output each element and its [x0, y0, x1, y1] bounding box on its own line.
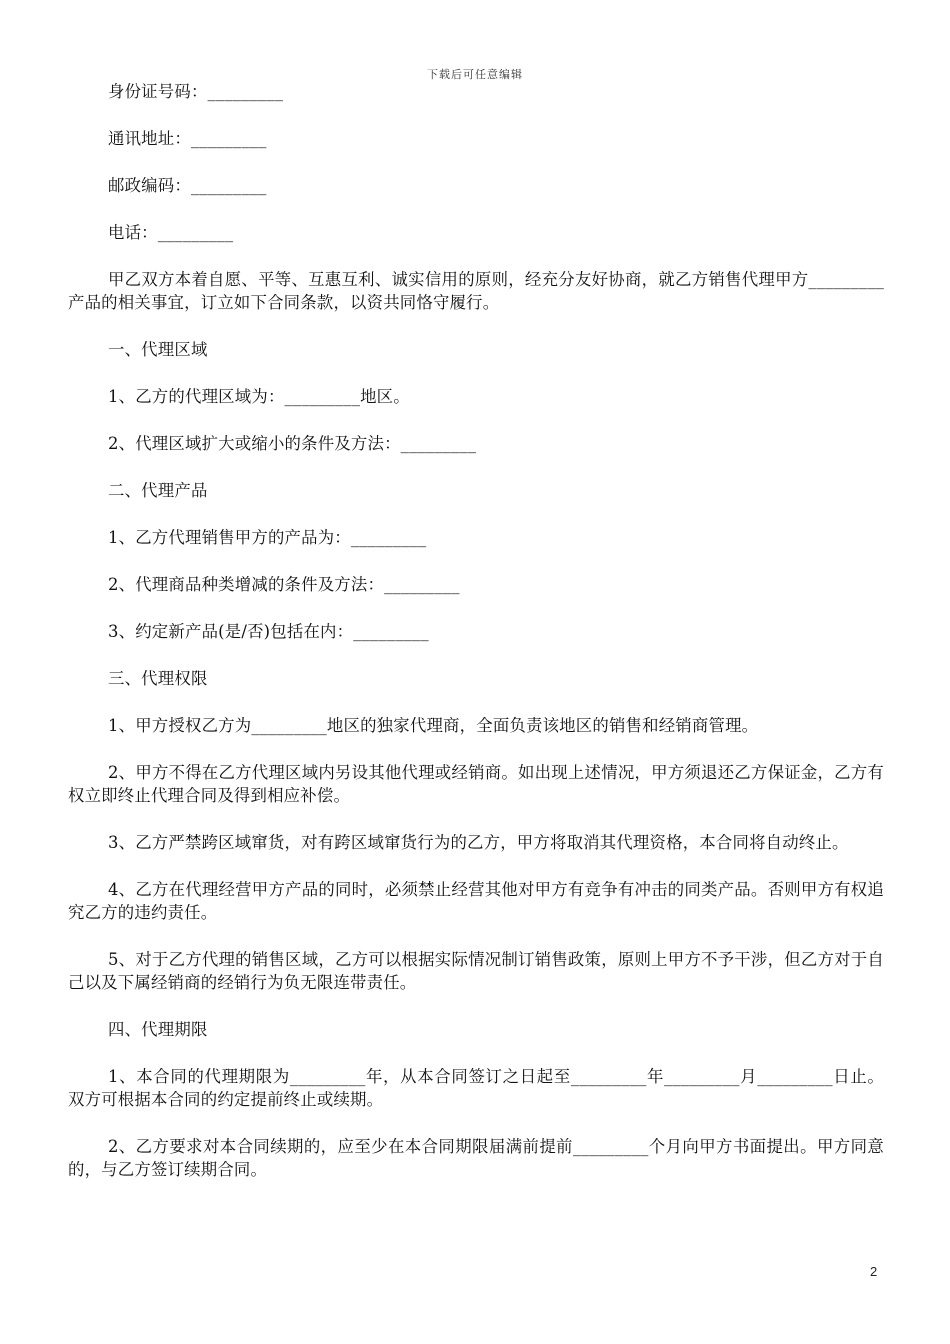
section-2-item-1: 1、乙方代理销售甲方的产品为：_________: [108, 528, 427, 547]
section-3-heading: 三、代理权限: [108, 669, 208, 688]
section-3-item-2: 2、甲方不得在乙方代理区域内另设其他代理或经销商。如出现上述情况，甲方须退还乙方保证金，乙方有权立即终止代理合同及得到相应补偿。: [68, 763, 884, 805]
section-3-item-3: 3、乙方严禁跨区域窜货，对有跨区域窜货行为的乙方，甲方将取消其代理资格，本合同将自动终止。: [108, 833, 849, 852]
document-body: [68, 80, 884, 1205]
section-3-item-4: 4、乙方在代理经营甲方产品的同时，必须禁止经营其他对甲方有竞争有冲击的同类产品。否则甲方有权追究乙方的违约责任。: [68, 880, 884, 922]
section-4-heading: 四、代理期限: [108, 1020, 208, 1039]
phone-field: 电话：_________: [108, 223, 234, 242]
page-number: 2: [870, 1264, 878, 1279]
section-1-heading: 一、代理区域: [108, 340, 208, 359]
section-3-item-5: 5、对于乙方代理的销售区域，乙方可以根据实际情况制订销售政策，原则上甲方不予干涉，但乙方对于自己以及下属经销商的经销行为负无限连带责任。: [68, 950, 884, 992]
section-3-item-1: 1、甲方授权乙方为_________地区的独家代理商，全面负责该地区的销售和经销商管理。: [108, 716, 759, 735]
section-1-item-2: 2、代理区域扩大或缩小的条件及方法：_________: [108, 434, 477, 453]
id-number-field: 身份证号码：_________: [108, 82, 284, 101]
preamble-paragraph: 甲乙双方本着自愿、平等、互惠互利、诚实信用的原则，经充分友好协商，就乙方销售代理甲方_________产品的相关事宜，订立如下合同条款，以资共同恪守履行。: [68, 270, 884, 312]
postal-code-field: 邮政编码：_________: [108, 176, 267, 195]
section-4-item-1: 1、本合同的代理期限为_________年，从本合同签订之日起至_________年_________月_________日止。双方可根据本合同的约定提前终止或续期。: [68, 1067, 884, 1109]
section-4-item-2: 2、乙方要求对本合同续期的，应至少在本合同期限届满前提前_________个月向甲方书面提出。甲方同意的，与乙方签订续期合同。: [68, 1137, 884, 1179]
section-2-item-3: 3、约定新产品(是/否)包括在内：_________: [108, 622, 429, 641]
section-2-heading: 二、代理产品: [108, 481, 208, 500]
header-note: 下载后可任意编辑: [427, 68, 523, 81]
address-field: 通讯地址：_________: [108, 129, 267, 148]
section-1-item-1: 1、乙方的代理区域为：_________地区。: [108, 387, 410, 406]
section-2-item-2: 2、代理商品种类增减的条件及方法：_________: [108, 575, 460, 594]
